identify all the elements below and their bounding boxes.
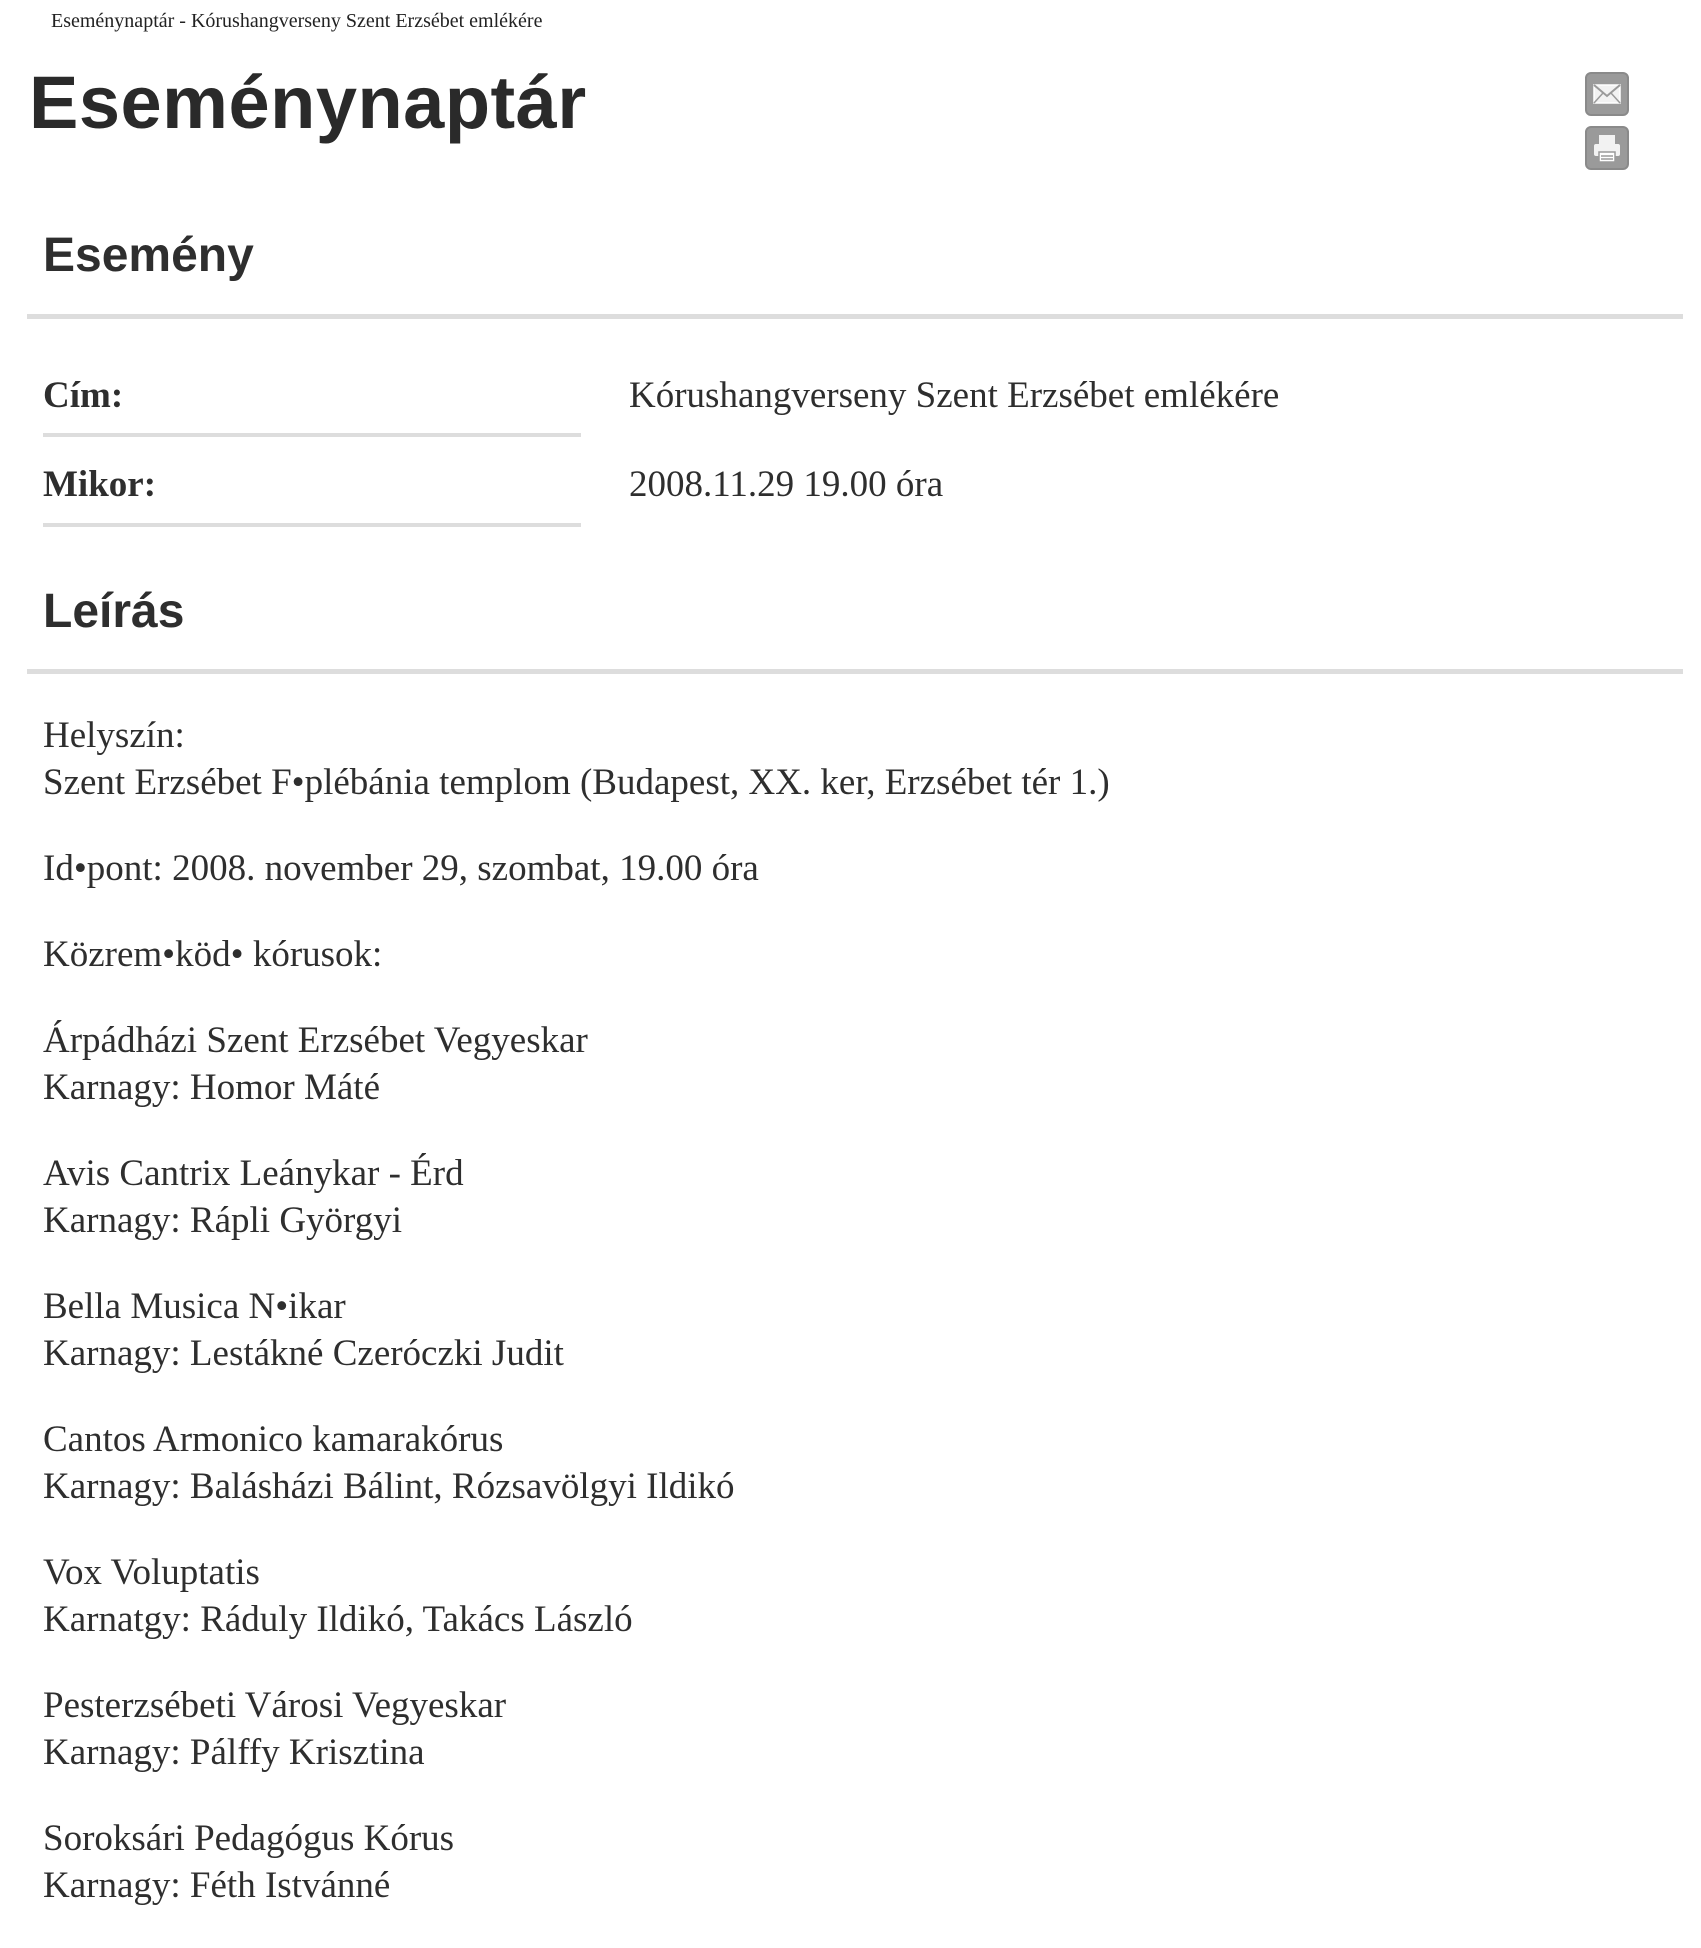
browser-page-header: Eseménynaptár - Kórushangverseny Szent Erzsébet emlékére <box>51 10 543 32</box>
choir-entry <box>43 1549 1643 1643</box>
choir-entry <box>43 1150 1643 1244</box>
location-label: Helyszín: <box>43 715 185 756</box>
choirs-heading-text: Közrem•köd• kórusok: <box>43 934 383 975</box>
choir-conductor: Karnagy: Homor Máté <box>43 1067 381 1108</box>
envelope-icon <box>1587 74 1627 114</box>
choirs-heading <box>43 931 1643 978</box>
location-text: Szent Erzsébet F•plébánia templom (Budapest, XX. ker, Erzsébet tér 1.) <box>43 762 1110 803</box>
section-title-event: Esemény <box>43 229 254 282</box>
event-description <box>43 712 1643 1948</box>
choir-name: Árpádházi Szent Erzsébet Vegyeskar <box>43 1020 588 1061</box>
print-button[interactable] <box>1585 126 1629 170</box>
choir-conductor: Karnagy: Balásházi Bálint, Rózsavölgyi Ildikó <box>43 1466 735 1507</box>
choir-name: Vox Voluptatis <box>43 1552 260 1593</box>
choir-conductor: Karnagy: Lestákné Czeróczki Judit <box>43 1333 564 1374</box>
choir-conductor: Karnagy: Rápli Györgyi <box>43 1200 402 1241</box>
field-value-when: 2008.11.29 19.00 óra <box>629 464 944 505</box>
choir-entry <box>43 1017 1643 1111</box>
choir-conductor: Karnagy: Pálffy Krisztina <box>43 1732 425 1773</box>
field-label-title: Cím: <box>43 375 124 416</box>
choir-name: Pesterzsébeti Városi Vegyeskar <box>43 1685 507 1726</box>
field-label-when: Mikor: <box>43 464 157 505</box>
choir-entry <box>43 1416 1643 1510</box>
field-divider <box>43 523 581 527</box>
choir-entry <box>43 1815 1643 1909</box>
choir-name: Cantos Armonico kamarakórus <box>43 1419 504 1460</box>
time-text: Id•pont: 2008. november 29, szombat, 19.00 óra <box>43 848 759 889</box>
location-block <box>43 712 1643 806</box>
choir-conductor: Karnagy: Féth Istvánné <box>43 1865 391 1906</box>
choir-name: Avis Cantrix Leánykar - Érd <box>43 1153 464 1194</box>
section-title-description: Leírás <box>43 585 185 638</box>
choir-conductor: Karnatgy: Ráduly Ildikó, Takács László <box>43 1599 633 1640</box>
field-value-title: Kórushangverseny Szent Erzsébet emlékére <box>629 375 1280 416</box>
field-divider <box>43 433 581 437</box>
time-block <box>43 845 1643 892</box>
choir-entry <box>43 1283 1643 1377</box>
choir-name: Bella Musica N•ikar <box>43 1286 346 1327</box>
choir-name: Soroksári Pedagógus Kórus <box>43 1818 455 1859</box>
section-divider <box>27 314 1683 319</box>
printer-icon <box>1587 128 1627 168</box>
choir-entry <box>43 1682 1643 1776</box>
section-divider <box>27 669 1683 674</box>
email-button[interactable] <box>1585 72 1629 116</box>
page-title: Eseménynaptár <box>29 61 587 144</box>
